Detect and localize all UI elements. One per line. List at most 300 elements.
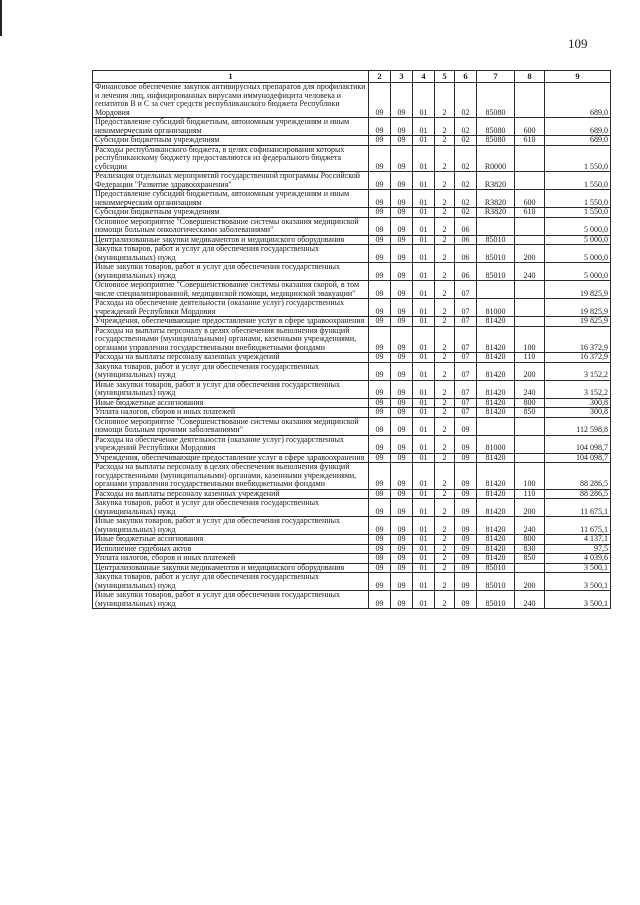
code-cell: R3820 (477, 190, 515, 208)
expense-type-cell (515, 83, 545, 118)
amount-cell: 3 500,1 (545, 563, 611, 573)
code-cell: 07 (455, 398, 477, 408)
item-name-cell: Исполнение судебных актов (93, 544, 369, 554)
expense-type-cell: 240 (515, 380, 545, 398)
code-cell: 2 (435, 563, 455, 573)
amount-cell: 300,8 (545, 408, 611, 418)
code-cell: 01 (413, 245, 435, 263)
code-cell: 01 (413, 417, 435, 435)
amount-cell: 104 098,7 (545, 435, 611, 453)
code-cell: 81420 (477, 517, 515, 535)
code-cell: 81000 (477, 435, 515, 453)
item-name-cell: Уплата налогов, сборов и иных платежей (93, 554, 369, 564)
expense-type-cell: 850 (515, 554, 545, 564)
code-cell: 09 (391, 563, 413, 573)
amount-cell: 5 000,0 (545, 245, 611, 263)
expense-type-cell (515, 317, 545, 327)
amount-cell: 104 098,7 (545, 453, 611, 463)
item-name-cell: Иные закупки товаров, работ и услуг для обеспечения государственных (муниципальных) нужд (93, 591, 369, 609)
code-cell: 01 (413, 235, 435, 245)
table-row (93, 317, 611, 327)
code-cell: 85010 (477, 573, 515, 591)
code-cell: 07 (455, 317, 477, 327)
item-name-cell: Предоставление субсидий бюджетным, автономным учреждениям и иным некоммерческим организациям (93, 190, 369, 208)
expense-type-cell: 600 (515, 190, 545, 208)
code-cell: 85010 (477, 263, 515, 281)
code-cell: 85010 (477, 591, 515, 609)
code-cell: 09 (369, 408, 391, 418)
table-row (93, 398, 611, 408)
code-cell: 09 (369, 453, 391, 463)
code-cell: 06 (455, 263, 477, 281)
item-name-cell: Основное мероприятие "Совершенствование системы оказания медицинской помощи больным прочими заболеваниями" (93, 417, 369, 435)
table-row (93, 299, 611, 317)
code-cell: R3820 (477, 208, 515, 218)
code-cell: 81420 (477, 380, 515, 398)
code-cell: 09 (369, 235, 391, 245)
code-cell: 09 (391, 118, 413, 136)
code-cell: 01 (413, 563, 435, 573)
code-cell: 09 (369, 245, 391, 263)
code-cell: 09 (455, 453, 477, 463)
item-name-cell: Закупка товаров, работ и услуг для обеспечения государственных (муниципальных) нужд (93, 362, 369, 380)
expense-type-cell: 240 (515, 517, 545, 535)
code-cell: 01 (413, 380, 435, 398)
code-cell: 2 (435, 172, 455, 190)
code-cell: 85010 (477, 245, 515, 263)
expense-type-cell: 600 (515, 118, 545, 136)
code-cell: 07 (455, 326, 477, 353)
column-header: 7 (477, 71, 515, 83)
code-cell: 09 (369, 190, 391, 208)
code-cell: 07 (455, 353, 477, 363)
code-cell: 09 (391, 453, 413, 463)
code-cell: 09 (369, 463, 391, 490)
amount-cell: 11 675,1 (545, 499, 611, 517)
table-row (93, 136, 611, 146)
item-name-cell: Предоставление субсидий бюджетным, автономным учреждениям и иным некоммерческим организациям (93, 118, 369, 136)
code-cell: 09 (455, 489, 477, 499)
code-cell: 07 (455, 380, 477, 398)
item-name-cell: Расходы на обеспечение деятельности (оказание услуг) государственных учреждений Республики Мордовия (93, 299, 369, 317)
code-cell: 09 (391, 489, 413, 499)
code-cell: 07 (455, 281, 477, 299)
code-cell: 09 (391, 208, 413, 218)
expense-type-cell: 240 (515, 263, 545, 281)
table-row (93, 408, 611, 418)
table-row (93, 263, 611, 281)
table-row (93, 83, 611, 118)
code-cell: 09 (391, 463, 413, 490)
code-cell: 2 (435, 317, 455, 327)
code-cell: 2 (435, 83, 455, 118)
amount-cell: 16 372,9 (545, 353, 611, 363)
code-cell: 09 (391, 83, 413, 118)
code-cell: 09 (391, 317, 413, 327)
code-cell: 01 (413, 353, 435, 363)
column-header: 9 (545, 71, 611, 83)
code-cell: 2 (435, 535, 455, 545)
code-cell: 06 (455, 235, 477, 245)
code-cell: 07 (455, 408, 477, 418)
code-cell: 09 (391, 136, 413, 146)
code-cell: 09 (391, 435, 413, 453)
page-number: 109 (568, 36, 588, 51)
amount-cell: 3 500,1 (545, 573, 611, 591)
item-name-cell: Расходы на выплаты персоналу в целях обеспечения выполнения функций государственными (муниципальными) органами, казенными учреждениями, органами управления государственными внебюджетными фондами (93, 326, 369, 353)
table-row (93, 535, 611, 545)
code-cell: 09 (391, 145, 413, 172)
code-cell: 2 (435, 190, 455, 208)
item-name-cell: Закупка товаров, работ и услуг для обеспечения государственных (муниципальных) нужд (93, 573, 369, 591)
code-cell: 81420 (477, 499, 515, 517)
expense-type-cell: 800 (515, 398, 545, 408)
expense-type-cell (515, 563, 545, 573)
table-row (93, 281, 611, 299)
table-row (93, 563, 611, 573)
code-cell: 81420 (477, 544, 515, 554)
code-cell: 01 (413, 408, 435, 418)
code-cell: 07 (455, 299, 477, 317)
code-cell: 2 (435, 554, 455, 564)
code-cell: 01 (413, 145, 435, 172)
table-row (93, 517, 611, 535)
code-cell: 09 (391, 263, 413, 281)
code-cell: 09 (391, 535, 413, 545)
code-cell: 09 (391, 217, 413, 235)
code-cell: 09 (369, 535, 391, 545)
table-row (93, 489, 611, 499)
code-cell: 09 (369, 217, 391, 235)
table-row (93, 326, 611, 353)
code-cell: 09 (391, 299, 413, 317)
amount-cell: 112 598,8 (545, 417, 611, 435)
code-cell: 07 (455, 362, 477, 380)
code-cell: 09 (369, 118, 391, 136)
code-cell: 09 (369, 398, 391, 408)
code-cell: 09 (369, 435, 391, 453)
code-cell: 81420 (477, 408, 515, 418)
item-name-cell: Учреждения, обеспечивающие предоставление услуг в сфере здравоохранения (93, 317, 369, 327)
amount-cell: 1 550,0 (545, 190, 611, 208)
amount-cell: 3 152,2 (545, 380, 611, 398)
table-row (93, 190, 611, 208)
column-header: 2 (369, 71, 391, 83)
amount-cell: 19 825,9 (545, 281, 611, 299)
table-row (93, 235, 611, 245)
column-header: 6 (455, 71, 477, 83)
code-cell: 09 (391, 408, 413, 418)
item-name-cell: Субсидии бюджетным учреждениям (93, 136, 369, 146)
code-cell: 2 (435, 235, 455, 245)
code-cell: 2 (435, 417, 455, 435)
amount-cell: 3 152,2 (545, 362, 611, 380)
amount-cell: 5 000,0 (545, 217, 611, 235)
item-name-cell: Основное мероприятие "Совершенствование системы оказания медицинской помощи больным онкологическими заболеваниями" (93, 217, 369, 235)
table-row (93, 145, 611, 172)
table-row (93, 544, 611, 554)
code-cell: 09 (369, 489, 391, 499)
table-row (93, 453, 611, 463)
code-cell: 2 (435, 208, 455, 218)
code-cell: 09 (391, 544, 413, 554)
code-cell: 81420 (477, 453, 515, 463)
code-cell: 09 (455, 554, 477, 564)
code-cell: 09 (369, 208, 391, 218)
item-name-cell: Расходы республиканского бюджета, в целях софинансирования которых республиканскому бюджету предоставляются из федерального бюджета субсидии (93, 145, 369, 172)
code-cell: 02 (455, 145, 477, 172)
code-cell: 09 (391, 190, 413, 208)
item-name-cell: Реализация отдельных мероприятий государственной программы Российской Федерации "Развитие здравоохранения" (93, 172, 369, 190)
item-name-cell: Иные закупки товаров, работ и услуг для обеспечения государственных (муниципальных) нужд (93, 263, 369, 281)
code-cell: 02 (455, 172, 477, 190)
expense-type-cell: 200 (515, 499, 545, 517)
expense-type-cell (515, 281, 545, 299)
expense-type-cell (515, 235, 545, 245)
code-cell: 2 (435, 398, 455, 408)
code-cell: 09 (369, 517, 391, 535)
code-cell: 09 (391, 417, 413, 435)
code-cell: 01 (413, 217, 435, 235)
item-name-cell: Субсидии бюджетным учреждениям (93, 208, 369, 218)
code-cell: 09 (369, 136, 391, 146)
code-cell: 2 (435, 136, 455, 146)
code-cell: 01 (413, 489, 435, 499)
code-cell: 81420 (477, 463, 515, 490)
code-cell: 09 (455, 517, 477, 535)
code-cell: 01 (413, 172, 435, 190)
expense-type-cell (515, 453, 545, 463)
amount-cell: 4 137,1 (545, 535, 611, 545)
code-cell: 09 (391, 235, 413, 245)
code-cell: 81420 (477, 535, 515, 545)
expense-type-cell: 830 (515, 544, 545, 554)
code-cell: 01 (413, 118, 435, 136)
code-cell: 01 (413, 208, 435, 218)
code-cell: R0000 (477, 145, 515, 172)
code-cell: 2 (435, 353, 455, 363)
code-cell: 09 (391, 362, 413, 380)
code-cell: 02 (455, 118, 477, 136)
expense-type-cell: 100 (515, 326, 545, 353)
code-cell: 81420 (477, 398, 515, 408)
code-cell: 09 (369, 299, 391, 317)
item-name-cell: Закупка товаров, работ и услуг для обеспечения государственных (муниципальных) нужд (93, 499, 369, 517)
code-cell: 09 (369, 326, 391, 353)
code-cell: 09 (369, 83, 391, 118)
expense-type-cell: 800 (515, 535, 545, 545)
code-cell: 2 (435, 408, 455, 418)
column-header: 3 (391, 71, 413, 83)
table-row (93, 591, 611, 609)
code-cell: 85010 (477, 235, 515, 245)
amount-cell: 3 500,1 (545, 591, 611, 609)
code-cell: 09 (455, 573, 477, 591)
code-cell: 85080 (477, 83, 515, 118)
code-cell: 2 (435, 573, 455, 591)
code-cell: 81420 (477, 554, 515, 564)
code-cell: 81420 (477, 353, 515, 363)
code-cell: 2 (435, 463, 455, 490)
code-cell: 01 (413, 190, 435, 208)
code-cell: 09 (455, 499, 477, 517)
table-row (93, 380, 611, 398)
code-cell (477, 217, 515, 235)
code-cell: 01 (413, 591, 435, 609)
amount-cell: 1 550,0 (545, 208, 611, 218)
code-cell: 09 (391, 517, 413, 535)
code-cell: 2 (435, 489, 455, 499)
code-cell: 09 (369, 499, 391, 517)
amount-cell: 19 825,9 (545, 317, 611, 327)
code-cell: 09 (369, 591, 391, 609)
code-cell: 2 (435, 263, 455, 281)
code-cell: 01 (413, 263, 435, 281)
code-cell: 09 (455, 435, 477, 453)
code-cell: 01 (413, 281, 435, 299)
budget-table (92, 70, 611, 609)
code-cell: 09 (391, 172, 413, 190)
item-name-cell: Иные закупки товаров, работ и услуг для обеспечения государственных (муниципальных) нужд (93, 380, 369, 398)
item-name-cell: Расходы на выплаты персоналу в целях обеспечения выполнения функций государственными (муниципальными) органами, казенными учреждениями, органами управления государственными внебюджетными фондами (93, 463, 369, 490)
expense-type-cell: 110 (515, 353, 545, 363)
code-cell: 81420 (477, 489, 515, 499)
expense-type-cell (515, 417, 545, 435)
amount-cell: 97,5 (545, 544, 611, 554)
code-cell: 01 (413, 317, 435, 327)
item-name-cell: Основное мероприятие "Совершенствование системы оказания скорой, в том числе специализированной, медицинской помощи, медицинской эвакуации" (93, 281, 369, 299)
table-row (93, 573, 611, 591)
code-cell: 09 (391, 245, 413, 263)
code-cell: 01 (413, 463, 435, 490)
amount-cell: 300,8 (545, 398, 611, 408)
item-name-cell: Закупка товаров, работ и услуг для обеспечения государственных (муниципальных) нужд (93, 245, 369, 263)
expense-type-cell (515, 145, 545, 172)
code-cell: 81000 (477, 299, 515, 317)
code-cell: 09 (369, 554, 391, 564)
code-cell: 09 (369, 380, 391, 398)
code-cell: 01 (413, 544, 435, 554)
code-cell: 09 (391, 380, 413, 398)
item-name-cell: Уплата налогов, сборов и иных платежей (93, 408, 369, 418)
table-body (93, 83, 611, 609)
code-cell: 09 (391, 554, 413, 564)
table-row (93, 217, 611, 235)
scan-edge-mark (0, 0, 2, 36)
item-name-cell: Иные бюджетные ассигнования (93, 398, 369, 408)
table-row (93, 353, 611, 363)
code-cell: 01 (413, 299, 435, 317)
amount-cell: 1 550,0 (545, 145, 611, 172)
code-cell: 2 (435, 118, 455, 136)
item-name-cell: Централизованные закупки медикаментов и медицинского оборудования (93, 563, 369, 573)
code-cell: 01 (413, 535, 435, 545)
code-cell: 09 (369, 353, 391, 363)
code-cell: 09 (391, 353, 413, 363)
code-cell: 81420 (477, 326, 515, 353)
item-name-cell: Учреждения, обеспечивающие предоставление услуг в сфере здравоохранения (93, 453, 369, 463)
table-row (93, 245, 611, 263)
table-row (93, 554, 611, 564)
amount-cell: 19 825,9 (545, 299, 611, 317)
item-name-cell: Централизованные закупки медикаментов и медицинского оборудования (93, 235, 369, 245)
item-name-cell: Расходы на обеспечение деятельности (оказание услуг) государственных учреждений Республики Мордовия (93, 435, 369, 453)
code-cell: 09 (369, 563, 391, 573)
table-header-row (93, 71, 611, 83)
code-cell: 2 (435, 245, 455, 263)
code-cell: 09 (369, 362, 391, 380)
code-cell: 01 (413, 435, 435, 453)
code-cell: 01 (413, 326, 435, 353)
code-cell: 06 (455, 245, 477, 263)
code-cell: 81420 (477, 317, 515, 327)
amount-cell: 689,0 (545, 118, 611, 136)
amount-cell: 689,0 (545, 83, 611, 118)
amount-cell: 88 286,5 (545, 463, 611, 490)
code-cell: 01 (413, 398, 435, 408)
table-row (93, 463, 611, 490)
item-name-cell: Финансовое обеспечение закупок антивирусных препаратов для профилактики и лечения лиц, инфицированных вирусами иммунодефицита человека и гепатитов B и C за счет средств республиканского бюджета Республики Мордовия (93, 83, 369, 118)
expense-type-cell: 200 (515, 245, 545, 263)
code-cell: 09 (369, 281, 391, 299)
expense-type-cell: 200 (515, 573, 545, 591)
code-cell: 01 (413, 362, 435, 380)
code-cell: 2 (435, 217, 455, 235)
table-row (93, 417, 611, 435)
amount-cell: 5 000,0 (545, 235, 611, 245)
table-row (93, 208, 611, 218)
code-cell: 06 (455, 217, 477, 235)
code-cell: 09 (369, 544, 391, 554)
code-cell: 85010 (477, 563, 515, 573)
code-cell: 2 (435, 362, 455, 380)
column-header: 5 (435, 71, 455, 83)
code-cell: 2 (435, 591, 455, 609)
expense-type-cell: 200 (515, 362, 545, 380)
table-row (93, 499, 611, 517)
code-cell: 09 (455, 563, 477, 573)
expense-type-cell: 240 (515, 591, 545, 609)
code-cell: R3820 (477, 172, 515, 190)
code-cell: 01 (413, 517, 435, 535)
amount-cell: 689,0 (545, 136, 611, 146)
column-header: 4 (413, 71, 435, 83)
code-cell: 09 (391, 499, 413, 517)
code-cell: 09 (455, 591, 477, 609)
expense-type-cell: 850 (515, 408, 545, 418)
code-cell: 2 (435, 145, 455, 172)
column-header: 8 (515, 71, 545, 83)
code-cell: 09 (369, 172, 391, 190)
item-name-cell: Иные закупки товаров, работ и услуг для обеспечения государственных (муниципальных) нужд (93, 517, 369, 535)
code-cell: 2 (435, 326, 455, 353)
amount-cell: 88 286,5 (545, 489, 611, 499)
code-cell: 01 (413, 83, 435, 118)
code-cell (477, 281, 515, 299)
code-cell: 02 (455, 136, 477, 146)
code-cell: 09 (391, 326, 413, 353)
code-cell: 09 (455, 417, 477, 435)
code-cell: 09 (369, 263, 391, 281)
code-cell: 01 (413, 136, 435, 146)
item-name-cell: Расходы на выплаты персоналу казенных учреждений (93, 489, 369, 499)
code-cell: 01 (413, 499, 435, 517)
amount-cell: 1 550,0 (545, 172, 611, 190)
code-cell: 2 (435, 544, 455, 554)
code-cell: 09 (391, 591, 413, 609)
code-cell: 2 (435, 435, 455, 453)
amount-cell: 5 000,0 (545, 263, 611, 281)
